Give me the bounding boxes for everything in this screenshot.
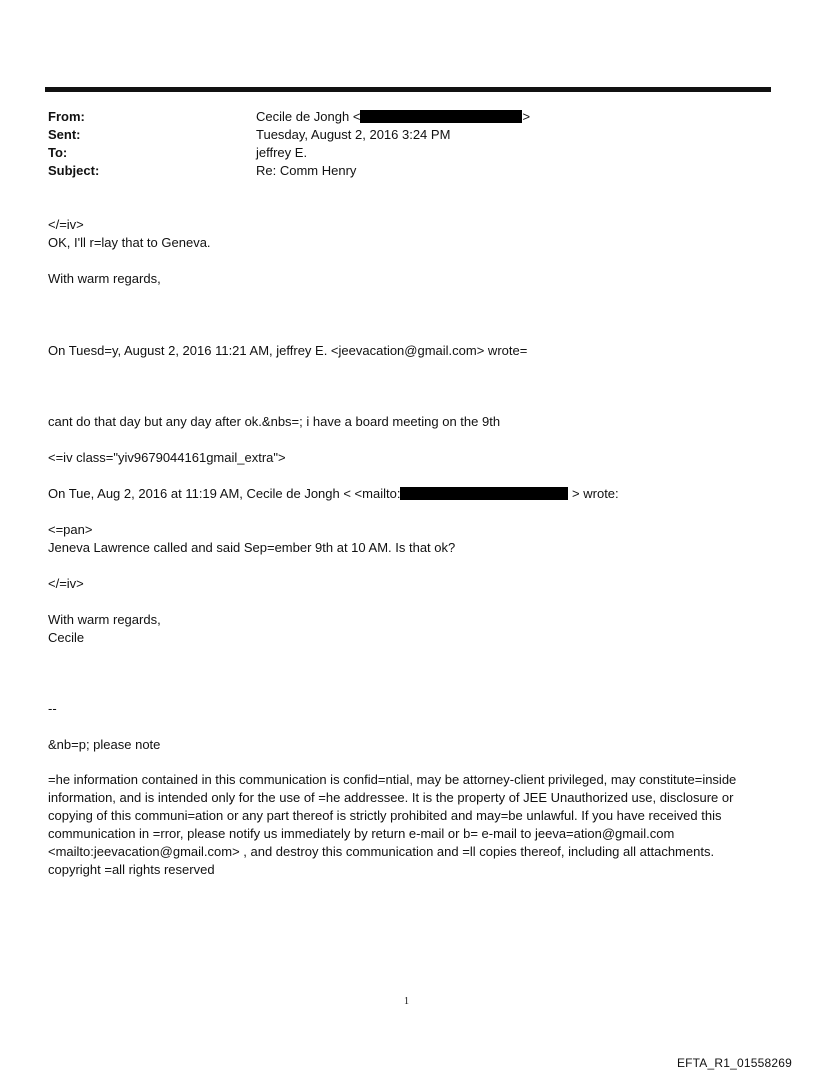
body-line: <=iv class="yiv9679044161gmail_extra"> — [48, 450, 286, 465]
header-rule — [45, 87, 771, 92]
body-line: <=pan> — [48, 522, 93, 537]
subject-label: Subject: — [48, 163, 100, 178]
redaction-bar — [400, 487, 568, 500]
body-line: Jeneva Lawrence called and said Sep=ember 9th at 10 AM. Is that ok? — [48, 540, 456, 555]
body-line: cant do that day but any day after ok.&nbs=; i have a board meeting on the 9th — [48, 414, 501, 429]
sent-label: Sent: — [48, 127, 81, 142]
sent-value: Tuesday, August 2, 2016 3:24 PM — [256, 127, 451, 142]
quoted-header-start: On Tue, Aug 2, 2016 at 11:19 AM, Cecile de Jongh < <mailto: — [48, 486, 401, 501]
body-line: </=iv> — [48, 217, 84, 232]
subject-value: Re: Comm Henry — [256, 163, 357, 178]
from-name: Cecile de Jongh < — [256, 109, 361, 124]
body-line: </=iv> — [48, 576, 84, 591]
quoted-header — [48, 485, 619, 503]
signature-separator: -- — [48, 701, 57, 716]
disclaimer: =he information contained in this communication is confid=ntial, may be attorney-client privileged, may constitute=inside information, and is intended only for the use of =he addressee. It is the property of JEE Unauthorized use, disclosure or copying of this communi=ation or any part thereof is strictly prohibited and may=be unlawful. If you have received this communication in =rror, please notify us immediately by return e-mail or b= e-mail to jeeva=ation@gmail.com <mailto:jeevacation@gmail.com> , and destroy this communication and =ll copies thereof, including all attachments. copyright =all rights reserved — [48, 772, 737, 877]
page-number: 1 — [404, 996, 409, 1007]
to-value: jeffrey E. — [256, 145, 308, 160]
quoted-header: On Tuesd=y, August 2, 2016 11:21 AM, jeffrey E. <jeevacation@gmail.com> wrote= — [48, 343, 528, 358]
document-id: EFTA_R1_01558269 — [676, 1056, 792, 1070]
signature: Cecile — [48, 630, 85, 645]
to-label: To: — [48, 145, 68, 160]
from-label: From: — [48, 109, 85, 124]
from-value — [256, 108, 530, 126]
body-line: With warm regards, — [48, 612, 161, 627]
quoted-header-end: > wrote: — [568, 486, 619, 501]
from-close: > — [522, 109, 531, 124]
body-line: OK, I'll r=lay that to Geneva. — [48, 235, 211, 250]
body-line: With warm regards, — [48, 271, 161, 286]
redaction-bar — [360, 110, 522, 123]
body-line: &nb=p; please note — [48, 737, 161, 752]
